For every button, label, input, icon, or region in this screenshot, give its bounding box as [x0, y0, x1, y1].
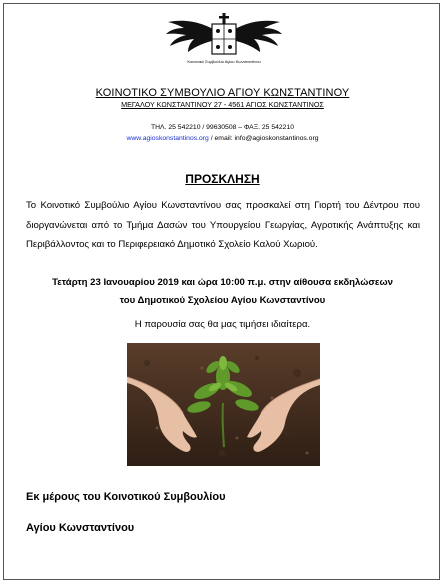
event-location-line: του Δημοτικού Σχολείου Αγίου Κωνσταντίνου	[119, 294, 326, 306]
organization-name: ΚΟΙΝΟΤΙΚΟ ΣΥΜΒΟΥΛΙΟ ΑΓΙΟΥ ΚΩΝΣΤΑΝΤΙΝΟΥ	[95, 87, 350, 99]
event-date-location	[0, 274, 445, 309]
signature-line-2: Αγίου Κωνσταντίνου	[26, 522, 135, 534]
signature-line-1: Εκ μέρους του Κοινοτικού Συμβουλίου	[26, 491, 226, 503]
hands-planting-seedling-image	[127, 343, 320, 466]
invitation-paragraph: Το Κοινοτικό Συμβούλιο Αγίου Κωνσταντίνου σας προσκαλεί στη Γιορτή του Δέντρου που διοργανώνεται από το Τμήμα Δασών του Υπουργείου Γεωργίας, Αγροτικής Ανάπτυξης και Περιβάλλοντος και το Περιφερειακό Δημοτικό Σχολείο Καλού Χωριού.	[26, 200, 420, 251]
winged-cross-emblem-icon	[162, 12, 286, 58]
website-link[interactable]: www.agioskonstantinos.org	[126, 135, 209, 142]
council-logo	[162, 12, 286, 70]
phone-fax-line: ΤΗΛ. 25 542210 / 99630508 – ΦΑΞ. 25 542210	[150, 124, 295, 131]
organization-address: ΜΕΓΑΛΟΥ ΚΩΝΣΤΑΝΤΙΝΟΥ 27 - 4561 ΑΓΙΟΣ ΚΩΝΣΤΑΝΤΙΝΟΣ	[121, 100, 324, 109]
event-date-line: Τετάρτη 23 Ιανουαρίου 2019 και ώρα 10:00 π.μ. στην αίθουσα εκδηλώσεων	[52, 277, 393, 288]
invitation-title: ΠΡΟΣΚΛΗΣΗ	[185, 172, 260, 186]
presence-note: Η παρουσία σας θα μας τιμήσει ιδιαίτερα.	[134, 319, 311, 330]
web-email-line	[0, 135, 445, 142]
email-text: / email: info@agioskonstantinos.org	[208, 135, 319, 142]
planting-photo	[127, 343, 320, 466]
logo-caption: Κοινοτικό Συμβούλιο Αγίου Κωνσταντίνου	[187, 59, 261, 64]
